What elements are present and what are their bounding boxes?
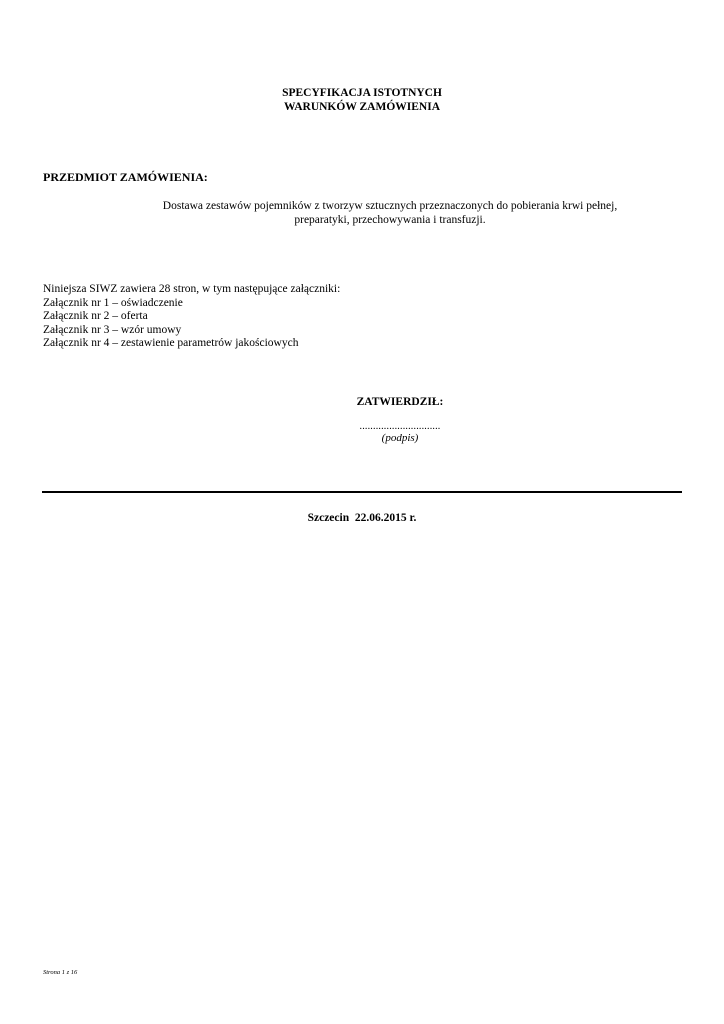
horizontal-divider xyxy=(42,491,682,493)
signature-line: .............................. xyxy=(359,421,441,432)
attachments-list xyxy=(43,283,340,351)
subject-line-1: Dostawa zestawów pojemników z tworzyw sztucznych przeznaczonych do pobierania krwi pełnej, xyxy=(162,200,618,212)
approval-block xyxy=(300,395,500,445)
subject-line-2: preparatyki, przechowywania i transfuzji. xyxy=(294,214,486,226)
attachment-item-2: Załącznik nr 2 – oferta xyxy=(43,310,148,322)
approval-heading: ZATWIERDZIŁ: xyxy=(356,396,444,408)
place-and-date: Szczecin 22.06.2015 r. xyxy=(307,512,417,524)
attachment-item-1: Załącznik nr 1 – oświadczenie xyxy=(43,296,183,309)
attachments-intro: Niniejsza SIWZ zawiera 28 stron, w tym następujące załączniki: xyxy=(43,283,341,295)
subject-description xyxy=(60,199,720,227)
page-footer: Strona 1 z 16 xyxy=(43,969,78,976)
subject-heading: PRZEDMIOT ZAMÓWIENIA: xyxy=(43,170,208,184)
attachment-item-4: Załącznik nr 4 – zestawienie parametrów jakościowych xyxy=(43,337,299,349)
title-line-2: WARUNKÓW ZAMÓWIENIA xyxy=(283,101,440,113)
signature-caption: (podpis) xyxy=(381,432,419,444)
title-line-1: SPECYFIKACJA ISTOTNYCH xyxy=(282,87,442,99)
attachment-item-3: Załącznik nr 3 – wzór umowy xyxy=(43,323,182,336)
document-title xyxy=(0,86,724,114)
